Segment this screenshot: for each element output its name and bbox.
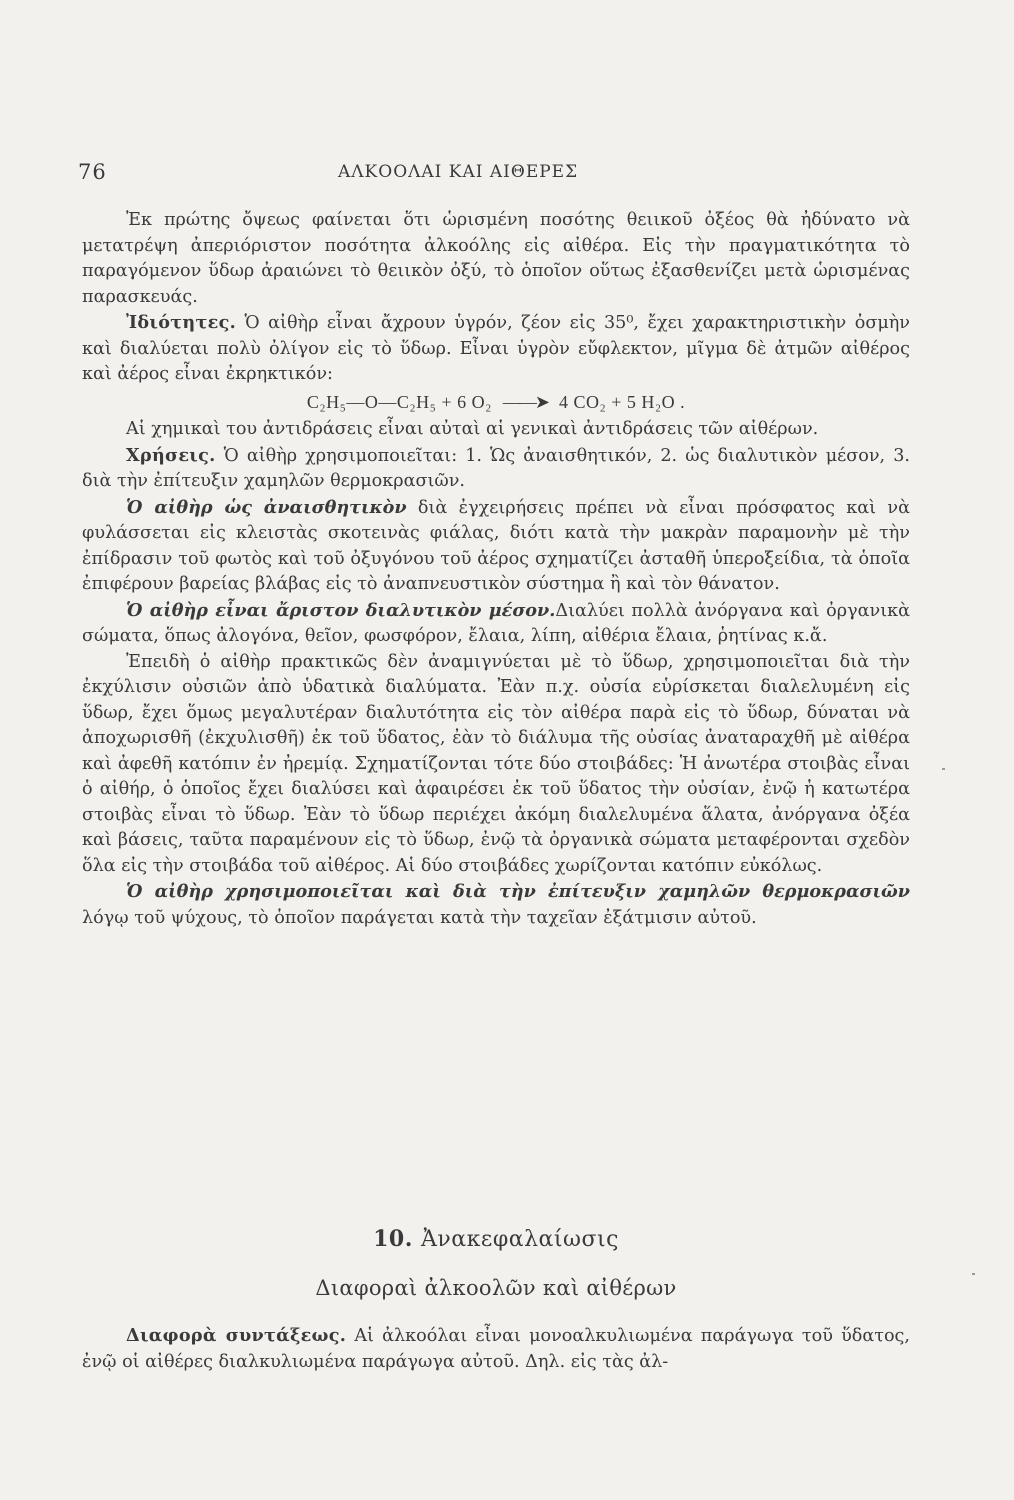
paragraph-cooling — [82, 879, 910, 931]
print-speck — [972, 1273, 975, 1275]
solvent-text: Διαλύει πολλὰ ἀνόργανα καὶ ὀργανικὰ σώματα, ὅπως ἀλογόνα, θεῖον, φωσφόρον, ἔλαια, λίπη, αἰθέρια ἔλαια, ῥητίνας κ.ἄ. — [82, 600, 910, 646]
anesthetic-heading: Ὁ αἰθὴρ ὡς ἀναισθητικὸν — [126, 496, 407, 518]
syntax-heading: Διαφορὰ συντάξεως. — [126, 1325, 347, 1346]
paragraph-syntax — [82, 1323, 910, 1375]
paragraph-reactions: Αἱ χημικαὶ του ἀντιδράσεις εἶναι αὐταὶ αἱ γενικαὶ ἀντιδράσεις τῶν αἰθέρων. — [126, 419, 819, 439]
properties-heading: Ἰδιότητες. — [126, 312, 237, 333]
solvent-heading: Ὁ αἰθὴρ εἶναι ἄριστον διαλυτικὸν μέσον. — [126, 599, 556, 621]
section-text — [82, 1323, 910, 1375]
section-subtitle: Διαφοραὶ ἀλκοολῶν καὶ αἰθέρων — [315, 1276, 677, 1300]
section-heading — [82, 1226, 910, 1252]
anesthetic-text: διὰ ἐγχειρήσεις πρέπει νὰ εἶναι πρόσφατος καὶ νὰ φυλάσσεται εἰς κλειστὰς σκοτεινὰς φιάλας, διότι κατὰ τὴν μακρὰν παραμονὴν μὲ τὴν ἐπίδρασιν τοῦ φωτὸς καὶ τοῦ ὀξυγόνου τοῦ ἀέρος σχηματίζει ἀσταθῆ ὑπεροξείδια, τὰ ὁποῖα ἐπιφέρουν βαρείας βλάβας εἰς τὸ ἀναπνευστικὸν σύστημα ἢ καὶ τὸν θάνατον. — [82, 497, 910, 594]
syntax-text: Αἱ ἀλκοόλαι εἶναι μονοαλκυλιωμένα παράγωγα τοῦ ὕδατος, ἐνῷ οἱ αἰθέρες διαλκυλιωμένα παράγωγα αὐτοῦ. Δηλ. εἰς τὰς ἀλ- — [82, 1326, 911, 1372]
paragraph-properties — [82, 310, 910, 388]
main-text — [82, 208, 910, 931]
uses-text: Ὁ αἰθὴρ χρησιμοποιεῖται: 1. Ὡς ἀναισθητικόν, 2. ὡς διαλυτικὸν μέσον, 3. διὰ τὴν ἐπίτευξιν χαμηλῶν θερμοκρασιῶν. — [82, 445, 910, 491]
running-head — [78, 160, 908, 190]
paragraph-intro: Ἐκ πρώτης ὄψεως φαίνεται ὅτι ὡρισμένη ποσότης θειικοῦ ὀξέος θὰ ἠδύνατο νὰ μετατρέψη ἀπεριόριστον ποσότητα ἀλκοόλης εἰς αἰθέρα. Εἰς τὴν πραγματικότητα τὸ παραγόμενον ὕδωρ ἀραιώνει τὸ θειικὸν ὀξύ, τὸ ὁποῖον οὕτως ἐξασθενίζει μετὰ ὡρισμένας παρασκευάς. — [82, 210, 910, 307]
section-number: 10. — [373, 1226, 413, 1252]
cooling-text: λόγῳ τοῦ ψύχους, τὸ ὁποῖον παράγεται κατὰ τὴν ταχεῖαν ἐξάτμισιν αὐτοῦ. — [82, 907, 757, 928]
cooling-heading: Ὁ αἰθὴρ χρησιμοποιεῖται καὶ διὰ τὴν ἐπίτευξιν χαμηλῶν θερμοκρασιῶν — [126, 881, 910, 902]
equation-lhs: C₂H₅—O—C₂H₅ + 6 O₂ — [306, 391, 492, 412]
paragraph-uses — [82, 443, 910, 495]
equation-rhs: 4 CO₂ + 5 H₂O . — [558, 391, 686, 412]
paragraph-anesthetic — [82, 495, 910, 598]
equation-arrow: ——➤ — [502, 391, 548, 412]
page-number: 76 — [78, 160, 107, 184]
paragraph-extraction: Ἐπειδὴ ὁ αἰθὴρ πρακτικῶς δὲν ἀναμιγνύεται μὲ τὸ ὕδωρ, χρησιμοποιεῖται διὰ τὴν ἐκχύλισιν οὐσιῶν ἀπὸ ὑδατικὰ διαλύματα. Ἐὰν π.χ. οὐσία εὑρίσκεται διαλελυμένη εἰς ὕδωρ, ἔχει ὅμως μεγαλυτέραν διαλυτότητα εἰς τὸν αἰθέρα παρὰ εἰς τὸ ὕδωρ, δύναται νὰ ἀποχωρισθῆ (ἐκχυλισθῆ) ἐκ τοῦ ὕδατος, ἐὰν τὸ διάλυμα τῆς οὐσίας ἀναταραχθῆ μὲ αἰθέρα καὶ ἀφεθῆ κατόπιν ἐν ἠρεμίᾳ. Σχηματίζονται τότε δύο στοιβάδες: Ἡ ἀνωτέρα στοιβὰς εἶναι ὁ αἰθήρ, ὁ ὁποῖος ἔχει διαλύσει καὶ ἀφαιρέσει ἐκ τοῦ ὕδατος τὴν οὐσίαν, ἐνῷ ἡ κατωτέρα στοιβὰς εἶναι τὸ ὕδωρ. Ἐὰν τὸ ὕδωρ περιέχει ἀκόμη διαλελυμένα ἅλατα, ἀνόργανα ὀξέα καὶ βάσεις, ταῦτα παραμένουν εἰς τὸ ὕδωρ, ἐνῷ τὰ ὀργανικὰ σώματα μεταφέρονται σχεδὸν ὅλα εἰς τὴν στοιβάδα τοῦ αἰθέρος. Αἱ δύο στοιβάδες χωρίζονται κατόπιν εὐκόλως. — [82, 651, 910, 876]
combustion-equation — [82, 390, 910, 416]
paragraph-solvent — [82, 598, 910, 650]
uses-heading: Χρήσεις. — [126, 444, 216, 466]
print-speck — [942, 768, 945, 770]
properties-text: Ὁ αἰθὴρ εἶναι ἄχρουν ὑγρόν, ζέον εἰς 35⁰, ἔχει χαρακτηριστικὴν ὀσμὴν καὶ διαλύεται πολὺ ὀλίγον εἰς τὸ ὕδωρ. Εἶναι ὑγρὸν εὔφλεκτον, μῖγμα δὲ ἀτμῶν αἰθέρος καὶ ἀέρος εἶναι ἐκρηκτικόν: — [82, 313, 910, 384]
section-title: Ἀνακεφαλαίωσις — [421, 1227, 619, 1252]
running-title: ΑΛΚΟΟΛΑΙ ΚΑΙ ΑΙΘΕΡΕΣ — [338, 162, 579, 182]
